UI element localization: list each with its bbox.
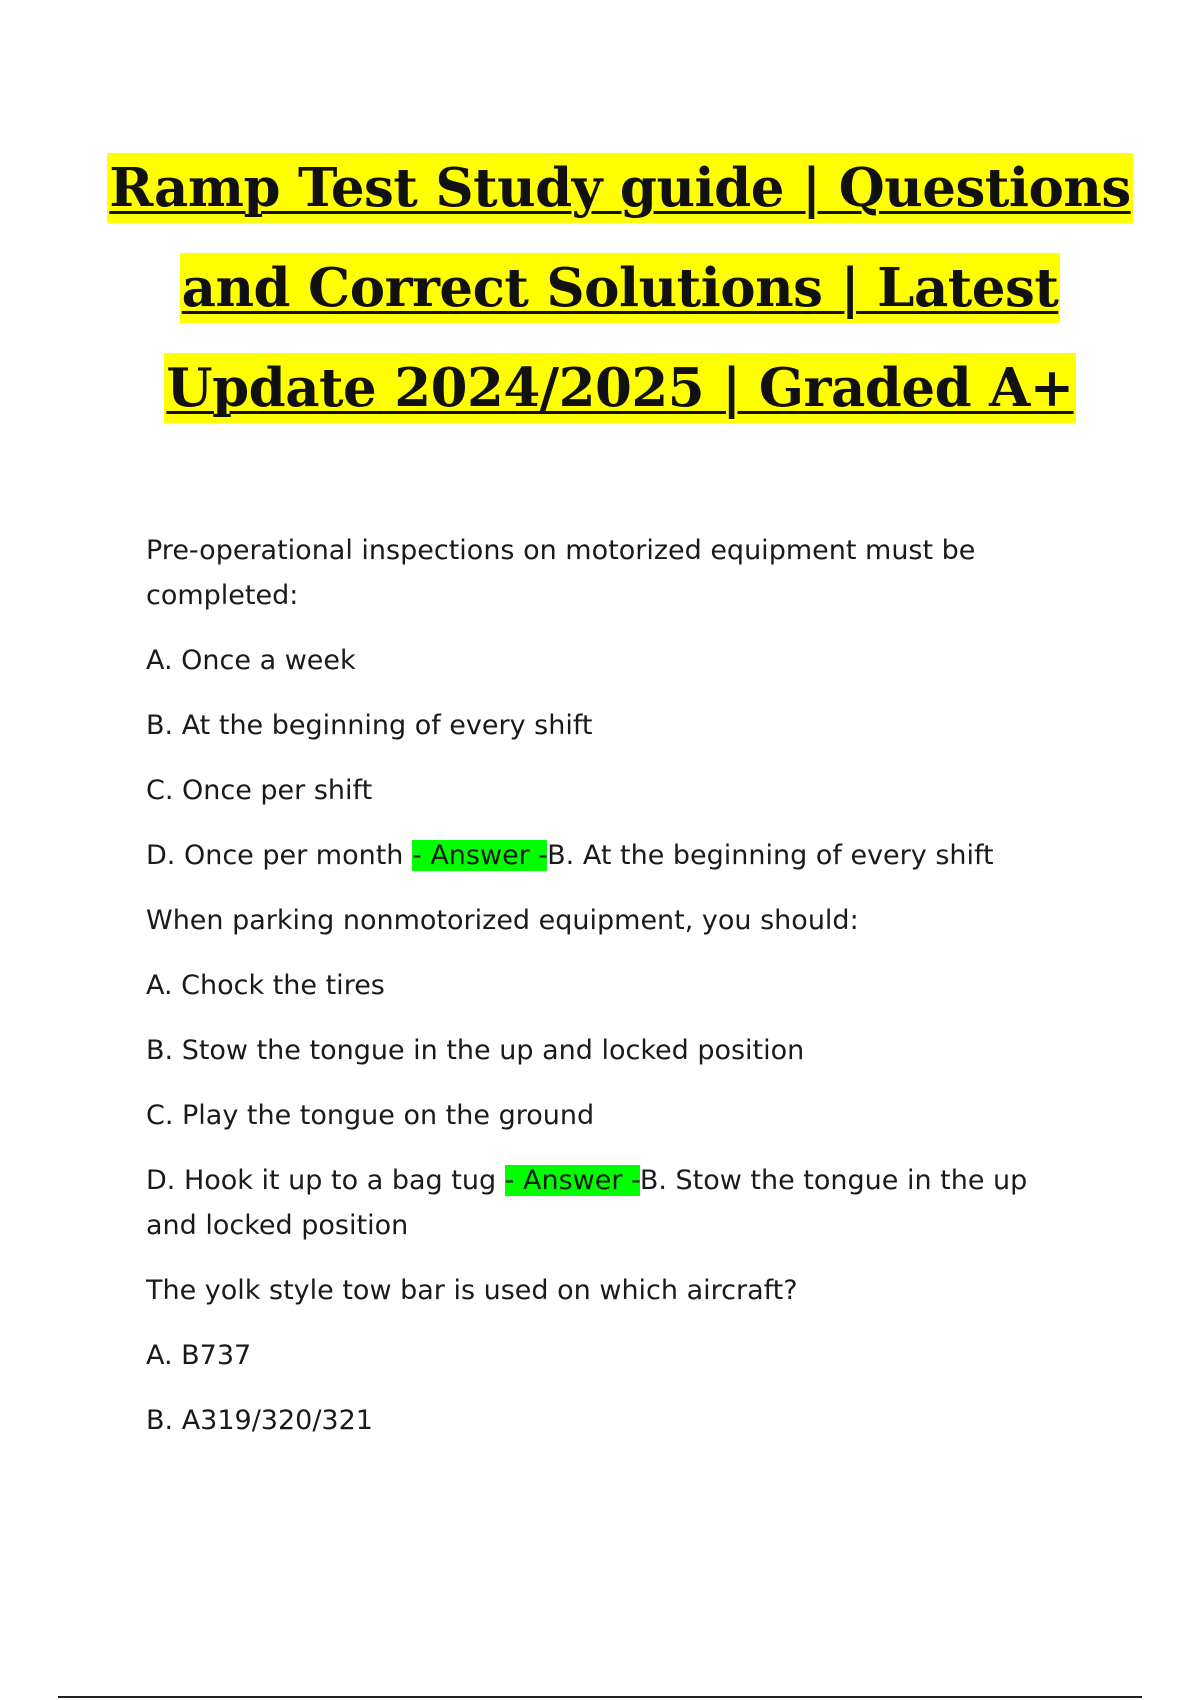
question-3-option-b: B. A319/320/321 <box>146 1405 373 1436</box>
question-1-option-d: D. Once per month <box>146 840 413 871</box>
title-line-2-text: and Correct Solutions | Latest <box>180 253 1061 323</box>
question-1-option-d-with-answer <box>146 833 1076 878</box>
title-line-3-text: Update 2024/2025 | Graded A+ <box>164 353 1075 423</box>
question-2-option-c: C. Play the tongue on the ground <box>146 1100 595 1131</box>
document-title <box>100 138 1140 438</box>
title-line-2 <box>100 238 1140 338</box>
question-1-option-c: C. Once per shift <box>146 775 373 806</box>
question-1-answer-tag: - Answer - <box>412 840 548 871</box>
question-2-option-a: A. Chock the tires <box>146 970 385 1001</box>
title-line-1-text: Ramp Test Study guide | Questions <box>107 153 1132 223</box>
question-3-text: The yolk style tow bar is used on which aircraft? <box>146 1275 798 1306</box>
question-1-option-a: A. Once a week <box>146 645 356 676</box>
question-2-option-d: D. Hook it up to a bag tug <box>146 1165 505 1196</box>
question-2-option-d-with-answer <box>146 1158 1076 1248</box>
footer-divider <box>58 1696 1142 1698</box>
title-line-3 <box>100 338 1140 438</box>
question-2-text: When parking nonmotorized equipment, you should: <box>146 905 859 936</box>
question-list <box>146 528 1076 1463</box>
question-2-option-b: B. Stow the tongue in the up and locked position <box>146 1035 805 1066</box>
question-1-option-b: B. At the beginning of every shift <box>146 710 593 741</box>
question-1-text: Pre-operational inspections on motorized equipment must be completed: <box>146 535 976 611</box>
title-line-1 <box>100 138 1140 238</box>
question-1-answer: B. At the beginning of every shift <box>547 840 994 871</box>
question-3-option-a: A. B737 <box>146 1340 252 1371</box>
question-2-answer-tag: - Answer - <box>504 1165 640 1196</box>
question-2-answer: B. Stow the tongue in the up and locked position <box>146 1165 1028 1241</box>
